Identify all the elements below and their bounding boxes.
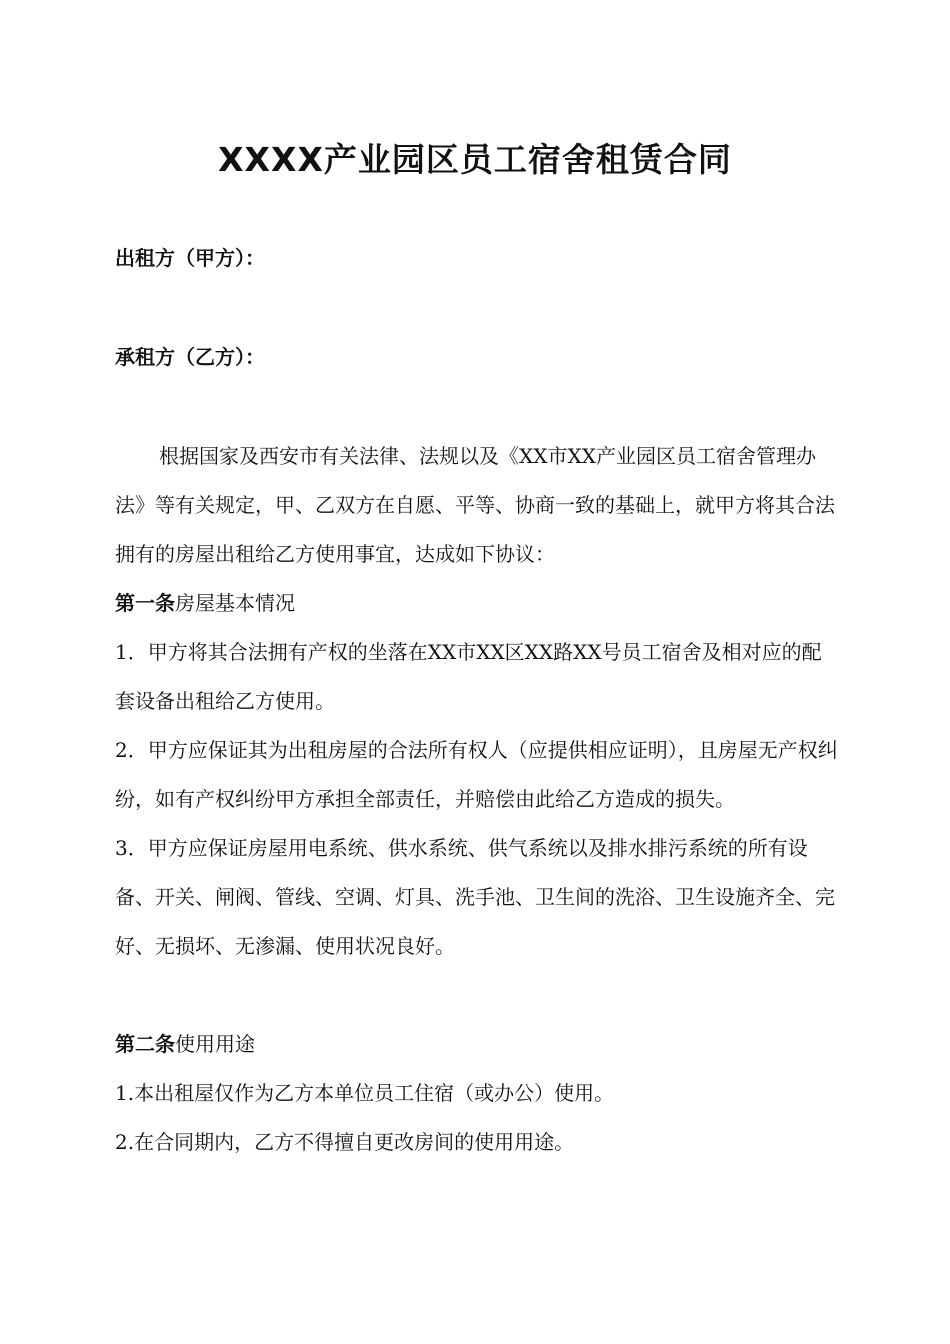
article-1-item: 2．甲方应保证其为出租房屋的合法所有权人（应提供相应证明），且房屋无产权纠纷，如有产权纠纷甲方承担全部责任，并赔偿由此给乙方造成的损失。 [115, 738, 838, 811]
article-1-item: 3．甲方应保证房屋用电系统、供水系统、供气系统以及排水排污系统的所有设备、开关、闸阀、管线、空调、灯具、洗手池、卫生间的洗浴、卫生设施齐全、完好、无损坏、无渗漏、使用状况良好。 [115, 836, 835, 958]
article-2-title: 使用用途 [175, 1032, 255, 1056]
page-title: XXXX产业园区员工宿舍租赁合同 [218, 140, 732, 179]
party-a-label: 出租方（甲方）： [115, 246, 265, 270]
article-1-number: 第一条 [115, 591, 175, 615]
article-2-item: 1.本出租屋仅作为乙方本单位员工住宿（或办公）使用。 [115, 1081, 615, 1105]
article-1-heading [115, 579, 840, 628]
blank-line [115, 971, 840, 1020]
article-2-item: 2.在合同期内，乙方不得擅自更改房间的使用用途。 [115, 1130, 575, 1154]
party-b-label: 承租方（乙方）： [115, 345, 265, 369]
article-1-title: 房屋基本情况 [175, 591, 295, 615]
preamble-paragraph: 根据国家及西安市有关法律、法规以及《XX市XX产业园区员工宿舍管理办法》等有关规定，甲、乙双方在自愿、平等、协商一致的基础上，就甲方将其合法拥有的房屋出租给乙方使用事宜，达成如下协议： [115, 444, 835, 566]
article-2-heading [115, 1020, 840, 1069]
article-2-number: 第二条 [115, 1032, 175, 1056]
article-1-item: 1．甲方将其合法拥有产权的坐落在XX市XX区XX路XX号员工宿舍及相对应的配套设备出租给乙方使用。 [115, 640, 822, 713]
contract-body [115, 432, 840, 1167]
